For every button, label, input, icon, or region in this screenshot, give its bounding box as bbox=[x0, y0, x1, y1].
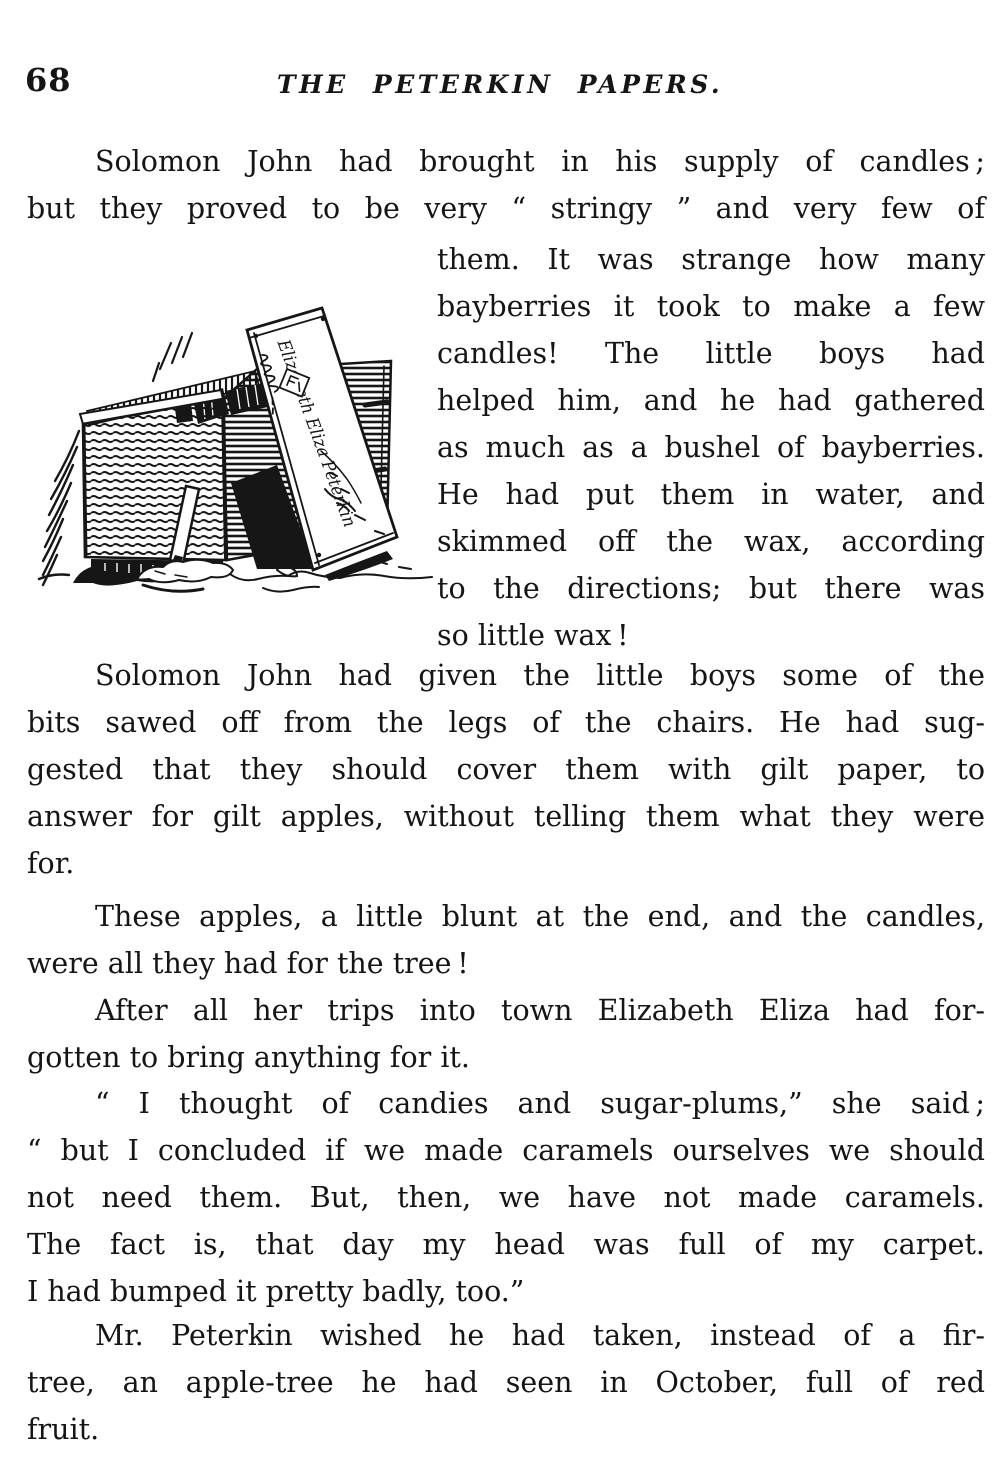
text-line: I had bumped it pretty badly, too.” bbox=[27, 1275, 525, 1308]
text-line: tree, an apple-tree he had seen in October, full of red bbox=[27, 1366, 985, 1399]
text-line: Mr. Peterkin wished he had taken, instead of a fir- bbox=[95, 1319, 985, 1352]
paragraph bbox=[27, 987, 985, 1081]
text-line: for. bbox=[27, 847, 75, 880]
page-number: 68 bbox=[25, 61, 72, 99]
text-line: were all they had for the tree ! bbox=[27, 947, 469, 980]
text-line: gotten to bring anything for it. bbox=[27, 1041, 470, 1074]
crate-illustration bbox=[25, 293, 437, 618]
text-line: “ but I concluded if we made caramels ourselves we should bbox=[27, 1134, 985, 1167]
scratch-marks-icon bbox=[153, 333, 192, 381]
text-line: bayberries it took to make a few bbox=[437, 290, 985, 323]
paragraph bbox=[27, 652, 985, 887]
crate-front-face bbox=[83, 399, 226, 560]
text-line: These apples, a little blunt at the end, and the candles, bbox=[95, 900, 985, 933]
text-line: After all her trips into town Elizabeth Eliza had for- bbox=[95, 994, 985, 1027]
text-line: bits sawed off from the legs of the chairs. He had sug- bbox=[27, 706, 985, 739]
paragraph bbox=[27, 893, 985, 987]
text-line: “ I thought of candies and sugar-plums,” she said ; bbox=[95, 1087, 985, 1120]
text-line: Solomon John had brought in his supply of candles ; bbox=[95, 145, 985, 178]
text-line: skimmed off the wax, according bbox=[437, 525, 985, 558]
text-line: as much as a bushel of bayberries. bbox=[437, 431, 985, 464]
text-line: He had put them in water, and bbox=[437, 478, 985, 511]
text-line: but they proved to be very “ stringy ” and very few of bbox=[27, 192, 985, 225]
text-line: answer for gilt apples, without telling them what they were bbox=[27, 800, 985, 833]
text-line: so little wax ! bbox=[437, 619, 629, 652]
text-line: gested that they should cover them with gilt paper, to bbox=[27, 753, 985, 786]
text-line: them. It was strange how many bbox=[437, 243, 985, 276]
lid-inscription: Elizabeth Eliza Peterkin bbox=[272, 337, 365, 544]
text-line: candles! The little boys had bbox=[437, 337, 985, 370]
text-line: fruit. bbox=[27, 1413, 100, 1446]
paragraph bbox=[27, 1312, 985, 1453]
text-line: not need them. But, then, we have not made caramels. bbox=[27, 1181, 985, 1214]
text-line: to the directions; but there was bbox=[437, 572, 985, 605]
paragraph bbox=[27, 138, 985, 232]
text-line: helped him, and he had gathered bbox=[437, 384, 985, 417]
shadow-hatching-icon bbox=[39, 431, 79, 585]
running-header: THE PETERKIN PAPERS. bbox=[276, 70, 724, 99]
text-line: The fact is, that day my head was full of my carpet. bbox=[27, 1228, 985, 1261]
paragraph bbox=[27, 1080, 985, 1315]
text-line: Solomon John had given the little boys some of the bbox=[95, 659, 985, 692]
paragraph bbox=[437, 236, 985, 659]
